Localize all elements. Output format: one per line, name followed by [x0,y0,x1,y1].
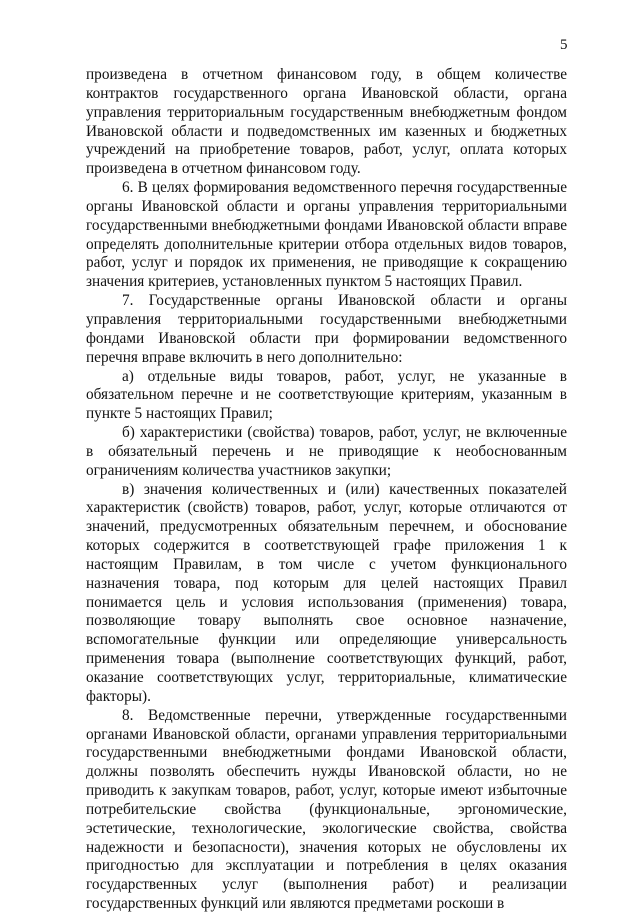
paragraph-item-6: 6. В целях формирования ведомственного перечня государственные органы Ивановской области и органы управления территориальными государственными внебюджетными фондами Ивановской области вправе определять дополнительные критерии отбора отдельных видов товаров, работ, услуг и порядок их применения, не приводящие к сокращению значения критериев, установленных пунктом 5 настоящих Правил. [86,179,567,291]
subparagraph-b: б) характеристики (свойства) товаров, работ, услуг, не включенные в обязательный перечень и не приводящие к необоснованным ограничениям количества участников закупки; [86,424,567,479]
paragraph-item-7: 7. Государственные органы Ивановской области и органы управления территориальными государственными внебюджетными фондами Ивановской области при формировании ведомственного перечня вправе включить в него дополнительно: [86,292,567,366]
subparagraph-v: в) значения количественных и (или) качественных показателей характеристик (свойств) товаров, работ, услуг, которые отличаются от значений, предусмотренных обязательным перечнем, и обоснование которых содержится в соответствующей графе приложения 1 к настоящим Правилам, в том числе с учетом функционального назначения товара, под которым для целей настоящих Правил понимается цель и условия использования (применения) товара, позволяющие товару выполнять свое основное назначение, вспомогательные функции или определяющие универсальность применения товара (выполнение соответствующих функций, работ, оказание соответствующих услуг, территориальные, климатические факторы). [86,480,567,705]
page-number: 5 [560,37,568,53]
subparagraph-a: а) отдельные виды товаров, работ, услуг, не указанные в обязательном перечне и не соответствующие критериям, указанным в пункте 5 настоящих Правил; [86,367,567,423]
paragraph-continuation: произведена в отчетном финансовом году, в общем количестве контрактов государственного органа Ивановской области, органа управления территориальным государственным внебюджетным фондом Ивановской области и подведомственных им казенных и бюджетных учреждений на приобретение товаров, работ, услуг, оплата которых произведена в отчетном финансовом году. [86,66,567,178]
paragraph-item-8: 8. Ведомственные перечни, утвержденные государственными органами Ивановской области, органами управления территориальными государственными внебюджетными фондами Ивановской области, должны позволять обеспечить нужды Ивановской области, но не приводить к закупкам товаров, работ, услуг, которые имеют избыточные потребительские свойства (функциональные, эргономические, эстетические, технологические, экологические свойства, свойства надежности и безопасности), значения которых не обусловлены их пригодностью для эксплуатации и потребления в целях оказания государственных услуг (выполнения работ) и реализации государственных функций или являются предметами роскоши в [86,706,567,913]
document-body [86,66,567,914]
